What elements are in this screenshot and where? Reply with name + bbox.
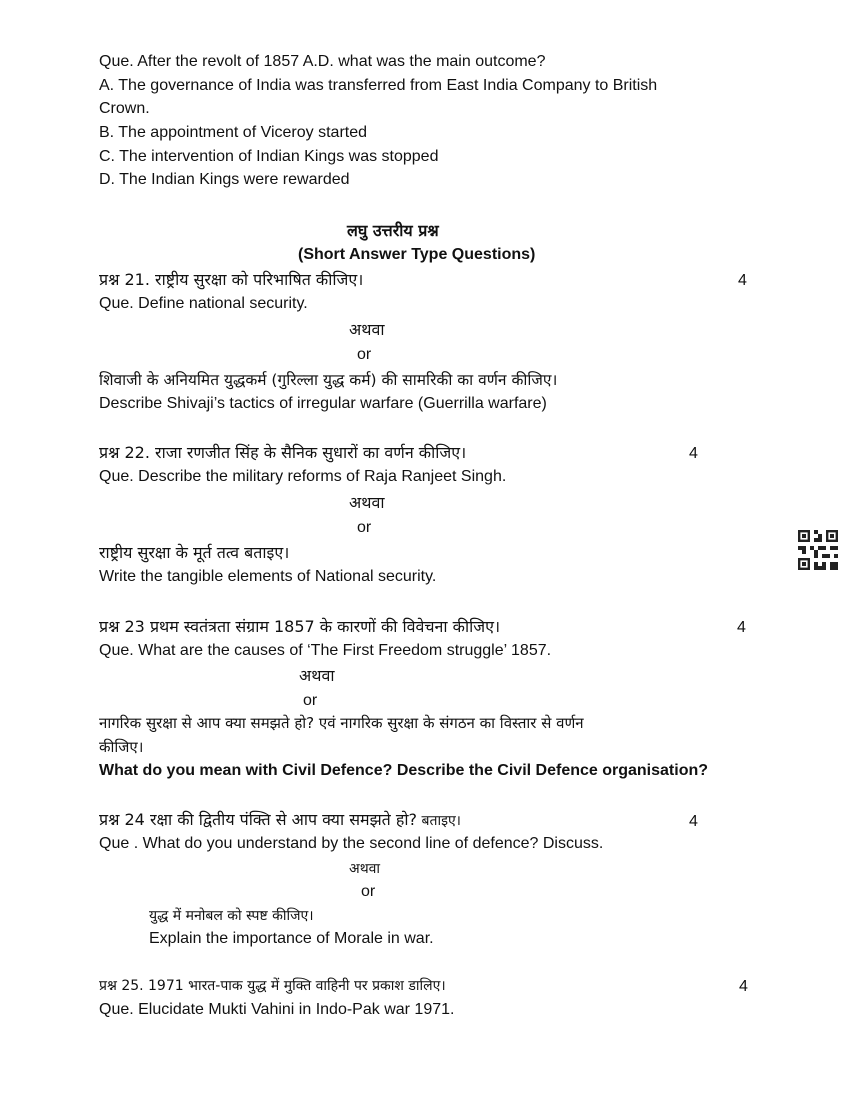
q24-hindi — [99, 810, 461, 831]
q23-english: Que. What are the causes of ‘The First Freedom struggle’ 1857. — [99, 642, 552, 659]
q21-or: or — [357, 346, 372, 363]
q25-hindi: प्रश्न 25. 1971 भारत-पाक युद्ध में मुक्ति वाहिनी पर प्रकाश डालिए। — [99, 978, 446, 994]
section-title-english: (Short Answer Type Questions) — [298, 246, 536, 263]
q23-hindi: प्रश्न 23 प्रथम स्वतंत्रता संग्राम 1857 के कारणों की विवेचना कीजिए। — [99, 617, 501, 636]
q22-athva: अथवा — [349, 493, 385, 512]
mcq-question: Que. After the revolt of 1857 A.D. what was the main outcome? — [99, 53, 546, 70]
q22-alt-hindi: राष्ट्रीय सुरक्षा के मूर्त तत्व बताइए। — [99, 543, 290, 562]
mcq-option-b: B. The appointment of Viceroy started — [99, 124, 368, 141]
q21-english: Que. Define national security. — [99, 295, 308, 312]
q23-athva: अथवा — [299, 666, 335, 685]
q21-hindi: प्रश्न 21. राष्ट्रीय सुरक्षा को परिभाषित कीजिए। — [99, 270, 364, 289]
qr-code — [798, 530, 838, 570]
q24-hindi-main: प्रश्न 24 रक्षा की द्वितीय पंक्ति से आप क्या समझते हो? — [99, 810, 418, 829]
q23-alt-hindi: नागरिक सुरक्षा से आप क्या समझते हो? एवं नागरिक सुरक्षा के संगठन का विस्तार से वर्णन — [99, 714, 584, 732]
section-title-hindi: लघु उत्तरीय प्रश्न — [347, 221, 439, 240]
q21-marks: 4 — [738, 272, 747, 289]
q24-or: or — [361, 883, 376, 900]
q24-hindi-small: बताइए। — [417, 813, 461, 829]
q25-english: Que. Elucidate Mukti Vahini in Indo-Pak war 1971. — [99, 1001, 455, 1018]
q22-marks: 4 — [689, 445, 698, 462]
q24-alt-english: Explain the importance of Morale in war. — [149, 930, 434, 947]
mcq-option-c: C. The intervention of Indian Kings was stopped — [99, 148, 439, 165]
mcq-option-a: A. The governance of India was transferred from East India Company to British — [99, 77, 658, 94]
q25-marks: 4 — [739, 978, 748, 995]
q24-marks: 4 — [689, 813, 698, 830]
q24-english: Que . What do you understand by the second line of defence? Discuss. — [99, 835, 604, 852]
q23-or: or — [303, 692, 318, 709]
q21-alt-hindi: शिवाजी के अनियमित युद्धकर्म (गुरिल्ला युद्ध कर्म) की सामरिकी का वर्णन कीजिए। — [99, 371, 558, 389]
mcq-option-d: D. The Indian Kings were rewarded — [99, 171, 350, 188]
q22-alt-english: Write the tangible elements of National security. — [99, 568, 437, 585]
q24-athva: अथवा — [349, 861, 381, 877]
mcq-option-a-continued: Crown. — [99, 100, 150, 117]
q22-hindi: प्रश्न 22. राजा रणजीत सिंह के सैनिक सुधारों का वर्णन कीजिए। — [99, 443, 467, 462]
q23-alt-hindi-continued: कीजिए। — [99, 738, 144, 756]
q22-or: or — [357, 519, 372, 536]
q21-alt-english: Describe Shivaji’s tactics of irregular warfare (Guerrilla warfare) — [99, 395, 547, 412]
q21-athva: अथवा — [349, 320, 385, 339]
q24-alt-hindi: युद्ध में मनोबल को स्पष्ट कीजिए। — [149, 908, 314, 924]
q22-english: Que. Describe the military reforms of Raja Ranjeet Singh. — [99, 468, 507, 485]
q23-alt-english: What do you mean with Civil Defence? Describe the Civil Defence organisation? — [99, 762, 709, 779]
q23-marks: 4 — [737, 619, 746, 636]
